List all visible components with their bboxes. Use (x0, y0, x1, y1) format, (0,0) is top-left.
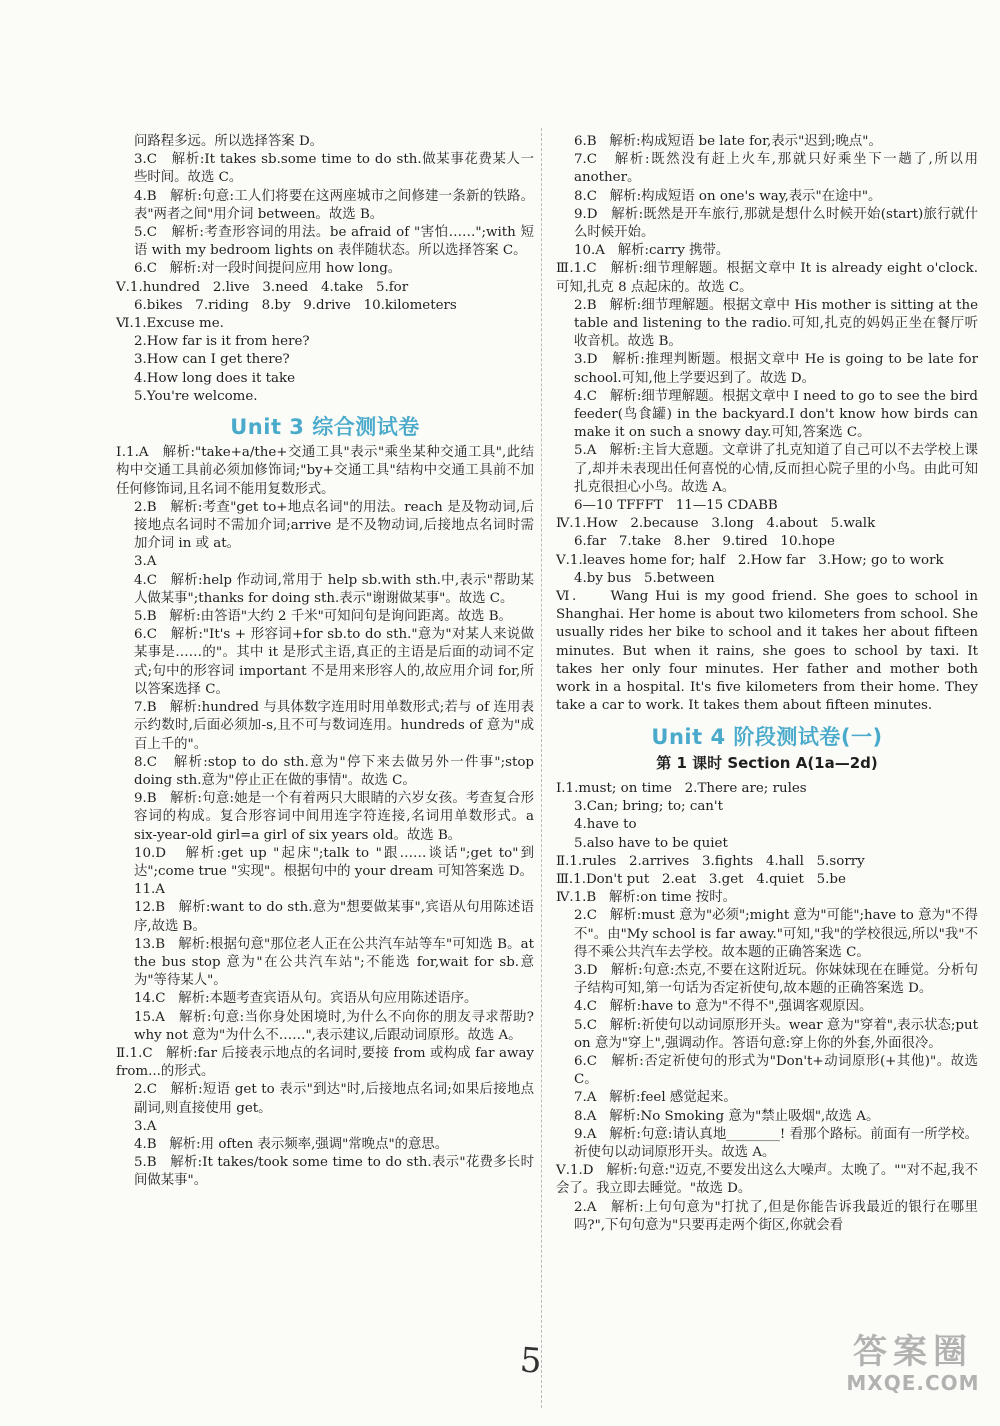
answer-line: Ⅴ.1.leaves home for; half 2.How far 3.How; go to work (556, 552, 944, 568)
answer-line: 9.D 解析:既然是开车旅行,那就是想什么时候开始(start)旅行就什么时候开始。 (574, 206, 978, 241)
answer-line: Ⅳ.1.B 解析:on time 按时。 (556, 890, 736, 906)
answer-line: 4.C 解析:help 作动词,常用于 help sb.with sth.中,表示"帮助某人做某事";thanks for doing sth.表示"谢谢做某事"。故选 C。 (134, 572, 534, 606)
answer-line: 6.C 解析:对一段时间提问应用 how long。 (134, 261, 402, 277)
answer-line: 6.B 解析:构成短语 be late for,表示"迟到;晚点"。 (574, 134, 882, 149)
section-subheading: 第 1 课时 Section A(1a—2d) (656, 753, 878, 772)
answer-line: Ⅴ.1.D 解析:句意:"迈克,不要发出这么大噪声。太晚了。""对不起,我不会了。我立即去睡觉。"故选 D。 (556, 1163, 978, 1197)
answer-line: 2.C 解析:短语 get to 表示"到达"时,后接地点名词;如果后接地点副词,则直接使用 get。 (134, 1082, 534, 1116)
answer-line: Ⅰ.1.must; on time 2.There are; rules (556, 780, 807, 796)
answer-line: 6.far 7.take 8.her 9.tired 10.hope (574, 534, 835, 550)
answer-line: 5.B 解析:It takes/took some time to do sth.表示"花费多长时间做某事"。 (134, 1155, 534, 1189)
answer-line: 3.How can I get there? (134, 352, 290, 368)
answer-line: 3.A (134, 554, 157, 570)
answer-line: 2.B 解析:考查"get to+地点名词"的用法。reach 是及物动词,后接地点名词时不需加介词;arrive 是不及物动词,后接地点名词时需加介词 in 或 at。 (134, 499, 534, 552)
left-column (116, 133, 539, 1191)
answer-line: 5.C 解析:祈使句以动词原形开头。wear 意为"穿着",表示状态;put on 意为"穿上",强调动作。答语句意:穿上你的外套,外面很冷。 (574, 1017, 983, 1051)
answer-line: 6.C 解析:"It's + 形容词+for sb.to do sth."意为"对某人来说做某事是……的"。其中 it 是形式主语,真正的主语是后面的动词不定式;句中的形容词 important 不是用来形容人的,故应用介词 for,所以答案选择 C。 (134, 627, 534, 697)
answer-line: Ⅱ.1.rules 2.arrives 3.fights 4.hall 5.sorry (556, 853, 865, 869)
answer-line: 10.D 解析:get up "起床";talk to "跟……谈话";get to"到达";come true "实现"。根据句中的 your dream 可知答案选 D。 (134, 845, 534, 879)
answer-line: 2.C 解析:must 意为"必须";might 意为"可能";have to 意为"不得不"。由"My school is far away."可知,"我"的学校很远,所以"我"不得不乘公共汽车去学校。故本题的正确答案选 C。 (574, 908, 978, 960)
answer-line: 7.A 解析:feel 感觉起来。 (574, 1090, 737, 1106)
answer-line: 9.B 解析:句意:她是一个有着两只大眼睛的六岁女孩。考查复合形容词的构成。复合形容词中间用连字符连接,名词用单数形式。a six-year-old girl=a girl of six years old。故选 B。 (134, 791, 539, 843)
watermark-url: MXQE.COM (846, 1371, 980, 1395)
answer-line: 13.B 解析:根据句意"那位老人正在公共汽车站等车"可知选 B。at the bus stop 意为"在公共汽车站";不能选 for,wait for sb.意为"等待某人"。 (134, 936, 539, 989)
answer-line: 5.B 解析:由答语"大约 2 千米"可知问句是询问距离。故选 B。 (134, 609, 512, 625)
answer-line: 3.A (134, 1118, 157, 1134)
answer-line: 3.D 解析:推理判断题。根据文章中 He is going to be late for school.可知,他上学要迟到了。故选 D。 (574, 352, 983, 386)
answer-line: 5.You're welcome. (134, 388, 258, 404)
answer-line: 9.A 解析:句意:请认真地________! 看那个路标。前面有一所学校。祈使句以动词原形开头。故选 A。 (574, 1126, 978, 1160)
answer-line: 3.C 解析:It takes sb.some time to do sth.做某事花费某人一些时间。故选 C。 (134, 152, 534, 186)
watermark-logo: 答案圈 (853, 1332, 973, 1372)
answer-line: 5.also have to be quiet (574, 835, 728, 851)
answer-line: 11.A (134, 882, 165, 898)
answer-line: Ⅲ.1.Don't put 2.eat 3.get 4.quiet 5.be (556, 871, 846, 887)
answer-line: 5.A 解析:主旨大意题。文章讲了扎克知道了自己可以不去学校上课了,却并未表现出任何喜悦的心情,反而担心院子里的小鸟。由此可知扎克很担心小鸟。故选 A。 (574, 443, 978, 495)
watermark (832, 1330, 994, 1420)
column-divider (541, 128, 542, 1408)
answer-line: 12.B 解析:want to do sth.意为"想要做某事",宾语从句用陈述语序,故选 B。 (134, 900, 534, 934)
answer-line: 7.B 解析:hundred 与具体数字连用时用单数形式;若与 of 连用表示约数时,后面必须加-s,且不可与数词连用。hundreds of 意为"成百上千的"。 (134, 700, 534, 752)
answer-line: Ⅲ.1.C 解析:细节理解题。根据文章中 It is already eight o'clock.可知,扎克 8 点起床的。故选 C。 (556, 261, 978, 295)
answer-line: 6.bikes 7.riding 8.by 9.drive 10.kilometers (134, 297, 457, 313)
page-number: 5 (518, 1340, 544, 1382)
answer-line: 7.C 解析:既然没有赶上火车,那就只好乘坐下一趟了,所以用 another。 (574, 152, 983, 186)
answer-line: 4.B 解析:句意:工人们将要在这两座城市之间修建一条新的铁路。表"两者之间"用介词 between。故选 B。 (134, 188, 534, 222)
answer-line: 4.B 解析:用 often 表示频率,强调"常晚点"的意思。 (134, 1136, 449, 1152)
answer-line: 2.B 解析:细节理解题。根据文章中 His mother is sitting at the table and listening to the radio.可知,扎克的妈妈正坐在餐厅听收音机。故选 B。 (574, 297, 983, 350)
answer-line: 4.C 解析:细节理解题。根据文章中 I need to go to see the bird feeder(鸟食罐) in the backyard.I don't know how birds can make it on such a snowy day.可知,答案选 C。 (574, 388, 983, 441)
answer-line: 4.C 解析:have to 意为"不得不",强调客观原因。 (574, 999, 873, 1015)
answer-line: 15.A 解析:句意:当你身处困境时,为什么不向你的朋友寻求帮助? why not 意为"为什么不……",表示建议,后跟动词原形。故选 A。 (134, 1009, 539, 1043)
answer-line: 6—10 TFFFT 11—15 CDABB (574, 498, 778, 514)
answer-line: 4.How long does it take (134, 370, 296, 386)
answer-line: Ⅴ.1.hundred 2.live 3.need 4.take 5.for (116, 279, 409, 295)
answer-line: 问路程多远。所以选择答案 D。 (134, 134, 324, 149)
answer-line: 8.A 解析:No Smoking 意为"禁止吸烟",故选 A。 (574, 1108, 880, 1124)
answer-line: Ⅰ.1.A 解析:"take+a/the+交通工具"表示"乘坐某种交通工具",此结构中交通工具前必须加修饰词;"by+交通工具"结构中交通工具前不加任何修饰词,且名词不能用复数形式。 (116, 445, 534, 497)
answer-line: 2.How far is it from here? (134, 334, 310, 350)
section-heading: Unit 4 阶段测试卷(一) (651, 724, 883, 749)
answer-line: Ⅱ.1.C 解析:far 后接表示地点的名词时,要接 from 或构成 far away from...的形式。 (116, 1045, 539, 1080)
answer-line: 4.by bus 5.between (574, 570, 715, 586)
answer-line: Ⅵ. Wang Hui is my good friend. She goes to school in Shanghai. Her home is about two kilometers from school. She usually rides her bike to school and it takes her about fifteen minutes. But when it rains, she goes to school by taxi. It takes her only four minutes. Her father and mother both work in a hospital. It's five kilometers from their home. They take a car to work. It takes them about fifteen minutes. (556, 589, 983, 714)
answer-line: 14.C 解析:本题考查宾语从句。宾语从句应用陈述语序。 (134, 991, 478, 1007)
section-heading: Unit 3 综合测试卷 (230, 415, 420, 440)
answer-line: 10.A 解析:carry 携带。 (574, 243, 730, 259)
answer-line: 3.Can; bring; to; can't (574, 799, 723, 815)
answer-line: 4.have to (574, 817, 637, 833)
answer-line: 2.A 解析:上句句意为"打扰了,但是你能告诉我最近的银行在哪里吗?",下句句意为"只要再走两个街区,你就会看 (574, 1199, 978, 1233)
answer-line: 5.C 解析:考查形容词的用法。be afraid of "害怕……";with 短语 with my bedroom lights on 表伴随状态。所以选择答案 C。 (134, 225, 534, 259)
answer-line: 6.C 解析:否定祈使句的形式为"Don't+动词原形(+其他)"。故选 C。 (574, 1053, 983, 1088)
answer-line: 8.C 解析:构成短语 on one's way,表示"在途中"。 (574, 188, 882, 204)
answer-line: Ⅵ.1.Excuse me. (116, 316, 224, 332)
answer-line: 8.C 解析:stop to do sth.意为"停下来去做另外一件事";stop doing sth.意为"停止正在做的事情"。故选 C。 (134, 754, 539, 788)
right-column (556, 133, 983, 1235)
answer-line: 3.D 解析:句意:杰克,不要在这附近玩。你妹妹现在在睡觉。分析句子结构可知,第一句话为否定祈使句,故本题的正确答案选 D。 (574, 962, 978, 997)
answer-line: Ⅳ.1.How 2.because 3.long 4.about 5.walk (556, 516, 876, 532)
